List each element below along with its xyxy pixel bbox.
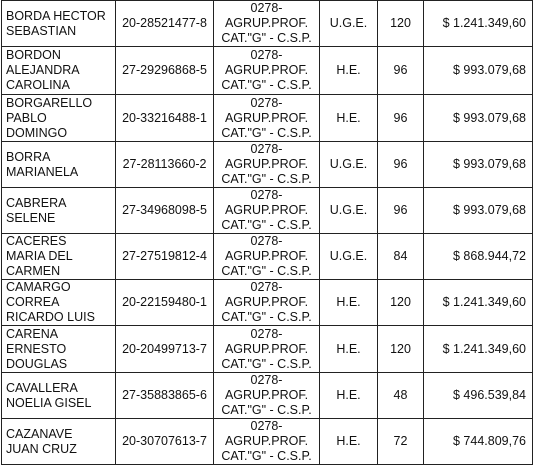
table-row: [2, 419, 533, 465]
cuit-cell: 27-35883865-6: [116, 373, 214, 419]
name-cell: [2, 419, 116, 465]
cuit-cell: 27-29296868-5: [116, 47, 214, 95]
grouping-cell: [214, 234, 320, 280]
name-line: SEBASTIAN: [6, 23, 77, 38]
cuit-cell: 27-34968098-5: [116, 188, 214, 234]
grouping-line: 0278-: [250, 373, 283, 387]
name-line: CAMARGO: [6, 280, 71, 294]
hours-cell: 96: [378, 142, 424, 188]
grouping-cell: [214, 188, 320, 234]
amount-cell: $ 1.241.349,60: [424, 326, 533, 373]
grouping-line: AGRUP.PROF.: [224, 295, 309, 309]
table-row: [2, 95, 533, 142]
hours-cell: 72: [378, 419, 424, 465]
name-line: CABRERA: [6, 195, 67, 210]
name-cell: [2, 142, 116, 188]
name-line: MARIANELA: [6, 164, 79, 179]
table-row: [2, 234, 533, 280]
grouping-line: AGRUP.PROF.: [224, 249, 309, 263]
amount-cell: $ 1.241.349,60: [424, 280, 533, 326]
name-cell: [2, 326, 116, 373]
unit-cell: H.E.: [320, 373, 378, 419]
amount-cell: $ 993.079,68: [424, 95, 533, 142]
name-line: NOELIA GISEL: [6, 395, 92, 410]
name-line: PABLO: [6, 110, 47, 125]
table-row: [2, 1, 533, 47]
name-cell: [2, 1, 116, 47]
name-line: DOMINGO: [6, 125, 68, 140]
name-line: CACERES: [6, 234, 67, 248]
name-line: DOUGLAS: [6, 356, 68, 371]
personnel-table: [1, 0, 533, 465]
grouping-line: CAT."G" - C.S.P.: [221, 403, 312, 417]
name-line: CAZANAVE: [6, 426, 73, 441]
grouping-cell: [214, 1, 320, 47]
name-line: ALEJANDRA: [6, 63, 80, 77]
grouping-line: AGRUP.PROF.: [224, 203, 309, 217]
name-line: BORGARELLO: [6, 95, 93, 110]
unit-cell: H.E.: [320, 95, 378, 142]
hours-cell: 96: [378, 95, 424, 142]
cuit-cell: 27-27519812-4: [116, 234, 214, 280]
cuit-cell: 20-33216488-1: [116, 95, 214, 142]
table-row: [2, 188, 533, 234]
name-line: CARENA: [6, 326, 59, 341]
grouping-line: 0278-: [250, 234, 283, 248]
amount-cell: $ 993.079,68: [424, 47, 533, 95]
hours-cell: 120: [378, 280, 424, 326]
grouping-line: CAT."G" - C.S.P.: [221, 356, 312, 371]
grouping-line: CAT."G" - C.S.P.: [221, 264, 312, 278]
name-cell: [2, 188, 116, 234]
cuit-cell: 27-28113660-2: [116, 142, 214, 188]
grouping-cell: [214, 326, 320, 373]
cuit-cell: 20-28521477-8: [116, 1, 214, 47]
unit-cell: U.G.E.: [320, 142, 378, 188]
unit-cell: U.G.E.: [320, 188, 378, 234]
amount-cell: $ 993.079,68: [424, 142, 533, 188]
grouping-line: CAT."G" - C.S.P.: [221, 31, 312, 45]
grouping-cell: [214, 95, 320, 142]
name-line: CAVALLERA: [6, 380, 78, 395]
grouping-cell: [214, 373, 320, 419]
unit-cell: H.E.: [320, 47, 378, 95]
unit-cell: H.E.: [320, 326, 378, 373]
grouping-line: 0278-: [250, 48, 283, 62]
grouping-line: CAT."G" - C.S.P.: [221, 125, 312, 140]
grouping-line: AGRUP.PROF.: [224, 16, 309, 30]
grouping-line: AGRUP.PROF.: [224, 434, 309, 448]
grouping-line: AGRUP.PROF.: [224, 341, 309, 356]
name-cell: [2, 95, 116, 142]
name-line: CAROLINA: [6, 78, 70, 92]
name-line: RICARDO LUIS: [6, 310, 95, 324]
name-cell: [2, 280, 116, 326]
table-row: [2, 280, 533, 326]
name-cell: [2, 373, 116, 419]
name-line: JUAN CRUZ: [6, 441, 77, 456]
table-body: [2, 1, 533, 465]
cuit-cell: 20-20499713-7: [116, 326, 214, 373]
name-cell: [2, 234, 116, 280]
grouping-line: CAT."G" - C.S.P.: [221, 449, 312, 463]
hours-cell: 48: [378, 373, 424, 419]
unit-cell: U.G.E.: [320, 1, 378, 47]
grouping-line: AGRUP.PROF.: [224, 110, 309, 125]
name-line: BORRA: [6, 149, 51, 164]
grouping-line: AGRUP.PROF.: [224, 388, 309, 402]
grouping-line: 0278-: [250, 280, 283, 294]
grouping-line: CAT."G" - C.S.P.: [221, 78, 312, 92]
amount-cell: $ 744.809,76: [424, 419, 533, 465]
amount-cell: $ 496.539,84: [424, 373, 533, 419]
grouping-cell: [214, 419, 320, 465]
grouping-line: AGRUP.PROF.: [224, 157, 309, 171]
name-cell: [2, 47, 116, 95]
table-row: [2, 47, 533, 95]
grouping-line: 0278-: [250, 188, 283, 202]
grouping-cell: [214, 280, 320, 326]
grouping-line: 0278-: [250, 95, 283, 110]
grouping-cell: [214, 47, 320, 95]
name-line: CORREA: [6, 295, 60, 309]
name-line: BORDON: [6, 48, 61, 62]
grouping-line: 0278-: [250, 419, 283, 433]
amount-cell: $ 1.241.349,60: [424, 1, 533, 47]
hours-cell: 96: [378, 188, 424, 234]
grouping-line: CAT."G" - C.S.P.: [221, 172, 312, 186]
name-line: CARMEN: [6, 264, 61, 278]
grouping-line: 0278-: [250, 1, 283, 15]
grouping-line: CAT."G" - C.S.P.: [221, 218, 312, 232]
grouping-line: 0278-: [250, 326, 283, 341]
hours-cell: 120: [378, 326, 424, 373]
amount-cell: $ 868.944,72: [424, 234, 533, 280]
table-row: [2, 142, 533, 188]
hours-cell: 84: [378, 234, 424, 280]
cuit-cell: 20-30707613-7: [116, 419, 214, 465]
hours-cell: 96: [378, 47, 424, 95]
grouping-cell: [214, 142, 320, 188]
name-line: BORDA HECTOR: [6, 8, 106, 23]
table-row: [2, 373, 533, 419]
name-line: SELENE: [6, 210, 56, 225]
grouping-line: 0278-: [250, 142, 283, 156]
grouping-line: CAT."G" - C.S.P.: [221, 310, 312, 324]
grouping-line: AGRUP.PROF.: [224, 63, 309, 77]
hours-cell: 120: [378, 1, 424, 47]
name-line: ERNESTO: [6, 341, 67, 356]
unit-cell: H.E.: [320, 280, 378, 326]
unit-cell: H.E.: [320, 419, 378, 465]
unit-cell: U.G.E.: [320, 234, 378, 280]
table-row: [2, 326, 533, 373]
cuit-cell: 20-22159480-1: [116, 280, 214, 326]
amount-cell: $ 993.079,68: [424, 188, 533, 234]
name-line: MARIA DEL: [6, 249, 73, 263]
